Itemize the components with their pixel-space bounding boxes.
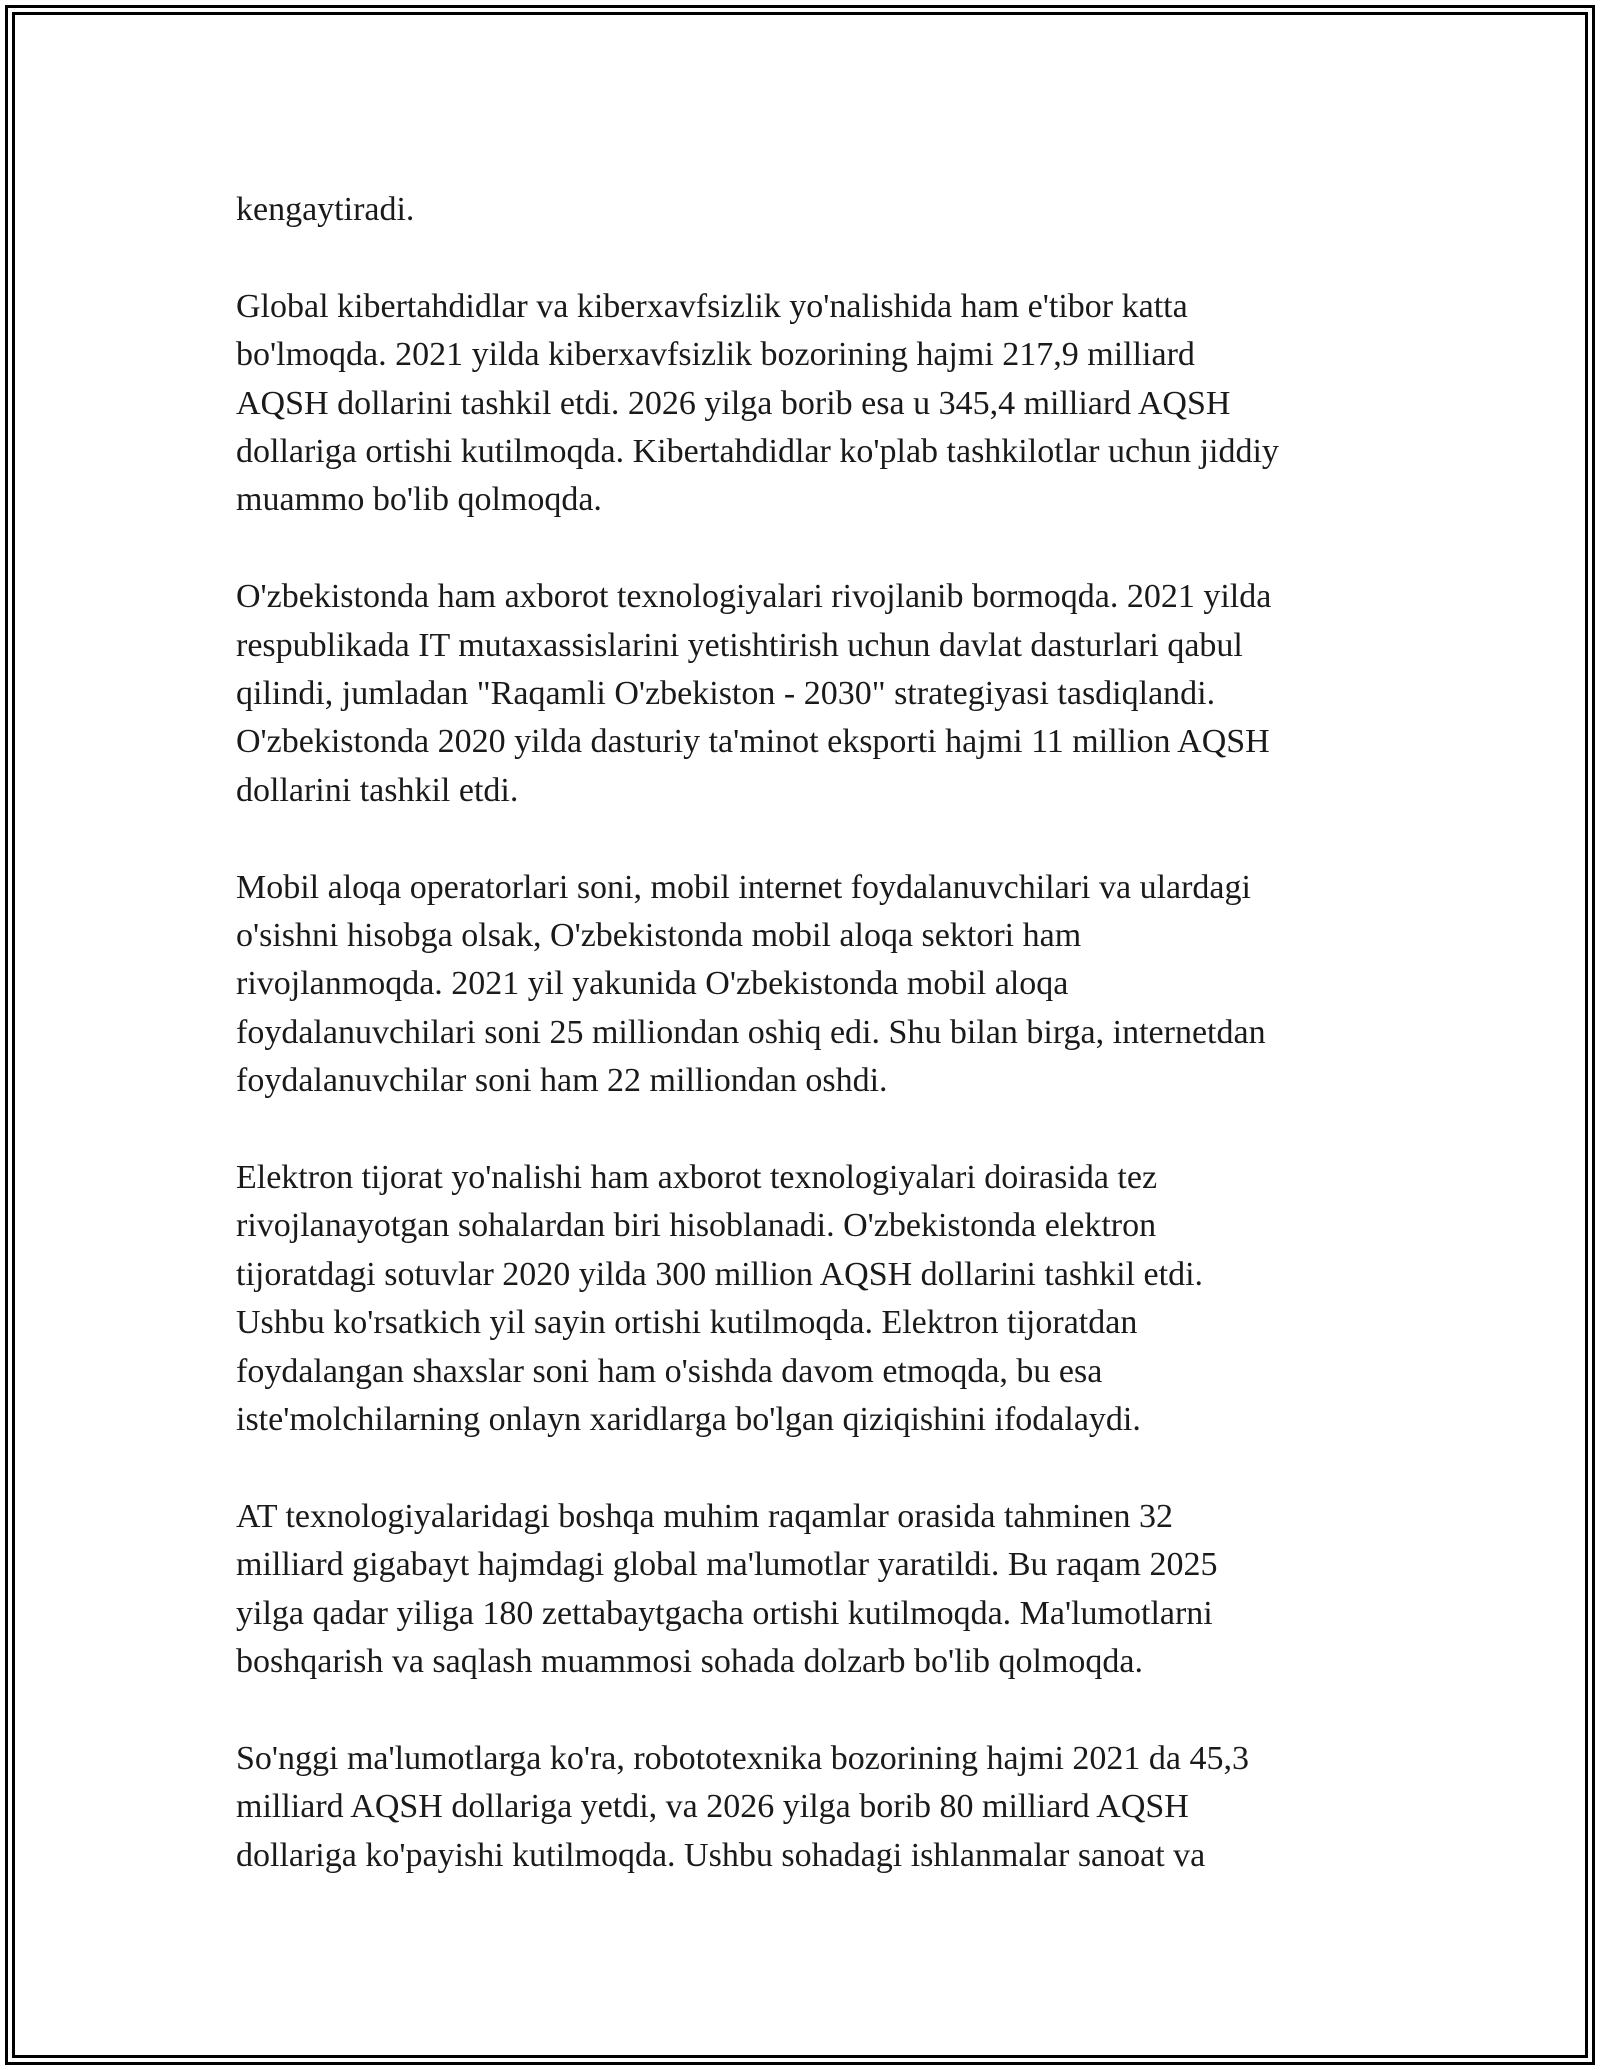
paragraph <box>236 186 1376 234</box>
paragraph <box>236 1735 1376 1880</box>
text-line: rivojlanayotgan sohalardan biri hisoblanadi. O'zbekistonda elektron <box>236 1207 1157 1245</box>
text-line: Mobil aloqa operatorlari soni, mobil internet foydalanuvchilari va ulardagi <box>236 868 1251 906</box>
text-line: foydalangan shaxslar soni ham o'sishda davom etmoqda, bu esa <box>236 1352 1103 1390</box>
text-line: AT texnologiyalaridagi boshqa muhim raqamlar orasida tahminen 32 <box>236 1497 1173 1535</box>
text-line: foydalanuvchilar soni ham 22 milliondan oshdi. <box>236 1062 888 1100</box>
text-line: Global kibertahdidlar va kiberxavfsizlik yo'nalishida ham e'tibor katta <box>236 287 1188 325</box>
paragraph <box>236 573 1376 815</box>
text-line: dollariga ko'payishi kutilmoqda. Ushbu sohadagi ishlanmalar sanoat va <box>236 1836 1206 1874</box>
text-line: respublikada IT mutaxassislarini yetishtirish uchun davlat dasturlari qabul <box>236 626 1243 664</box>
text-line: dollarini tashkil etdi. <box>236 771 519 809</box>
paragraph <box>236 1154 1376 1444</box>
text-line: dollariga ortishi kutilmoqda. Kibertahdidlar ko'plab tashkilotlar uchun jiddiy <box>236 433 1279 471</box>
text-line: foydalanuvchilari soni 25 milliondan oshiq edi. Shu bilan birga, internetdan <box>236 1013 1266 1051</box>
text-line: Ushbu ko'rsatkich yil sayin ortishi kutilmoqda. Elektron tijoratdan <box>236 1304 1138 1342</box>
document-body <box>236 186 1376 1880</box>
text-line: muammo bo'lib qolmoqda. <box>236 481 602 519</box>
text-line: tijoratdagi sotuvlar 2020 yilda 300 million AQSH dollarini tashkil etdi. <box>236 1255 1204 1293</box>
text-line: iste'molchilarning onlayn xaridlarga bo'lgan qiziqishini ifodalaydi. <box>236 1401 1141 1439</box>
text-line: kengaytiradi. <box>236 191 415 228</box>
text-line: bo'lmoqda. 2021 yilda kiberxavfsizlik bozorining hajmi 217,9 milliard <box>236 336 1195 374</box>
paragraph <box>236 283 1376 525</box>
text-line: So'nggi ma'lumotlarga ko'ra, robototexnika bozorining hajmi 2021 da 45,3 <box>236 1739 1250 1777</box>
paragraph <box>236 1493 1376 1687</box>
text-line: yilga qadar yiliga 180 zettabaytgacha ortishi kutilmoqda. Ma'lumotlarni <box>236 1594 1213 1632</box>
text-line: AQSH dollarini tashkil etdi. 2026 yilga borib esa u 345,4 milliard AQSH <box>236 384 1231 422</box>
text-line: rivojlanmoqda. 2021 yil yakunida O'zbekistonda mobil aloqa <box>236 965 1069 1003</box>
text-line: milliard AQSH dollariga yetdi, va 2026 yilga borib 80 milliard AQSH <box>236 1788 1189 1826</box>
text-line: o'sishni hisobga olsak, O'zbekistonda mobil aloqa sektori ham <box>236 917 1082 955</box>
text-line: qilindi, jumladan "Raqamli O'zbekiston - 2030" strategiyasi tasdiqlandi. <box>236 675 1216 713</box>
paragraph <box>236 864 1376 1106</box>
text-line: O'zbekistonda 2020 yilda dasturiy ta'minot eksporti hajmi 11 million AQSH <box>236 723 1270 761</box>
text-line: milliard gigabayt hajmdagi global ma'lumotlar yaratildi. Bu raqam 2025 <box>236 1546 1218 1584</box>
text-line: O'zbekistonda ham axborot texnologiyalari rivojlanib bormoqda. 2021 yilda <box>236 578 1272 616</box>
text-line: Elektron tijorat yo'nalishi ham axborot texnologiyalari doirasida tez <box>236 1159 1158 1197</box>
text-line: boshqarish va saqlash muammosi sohada dolzarb bo'lib qolmoqda. <box>236 1643 1143 1681</box>
